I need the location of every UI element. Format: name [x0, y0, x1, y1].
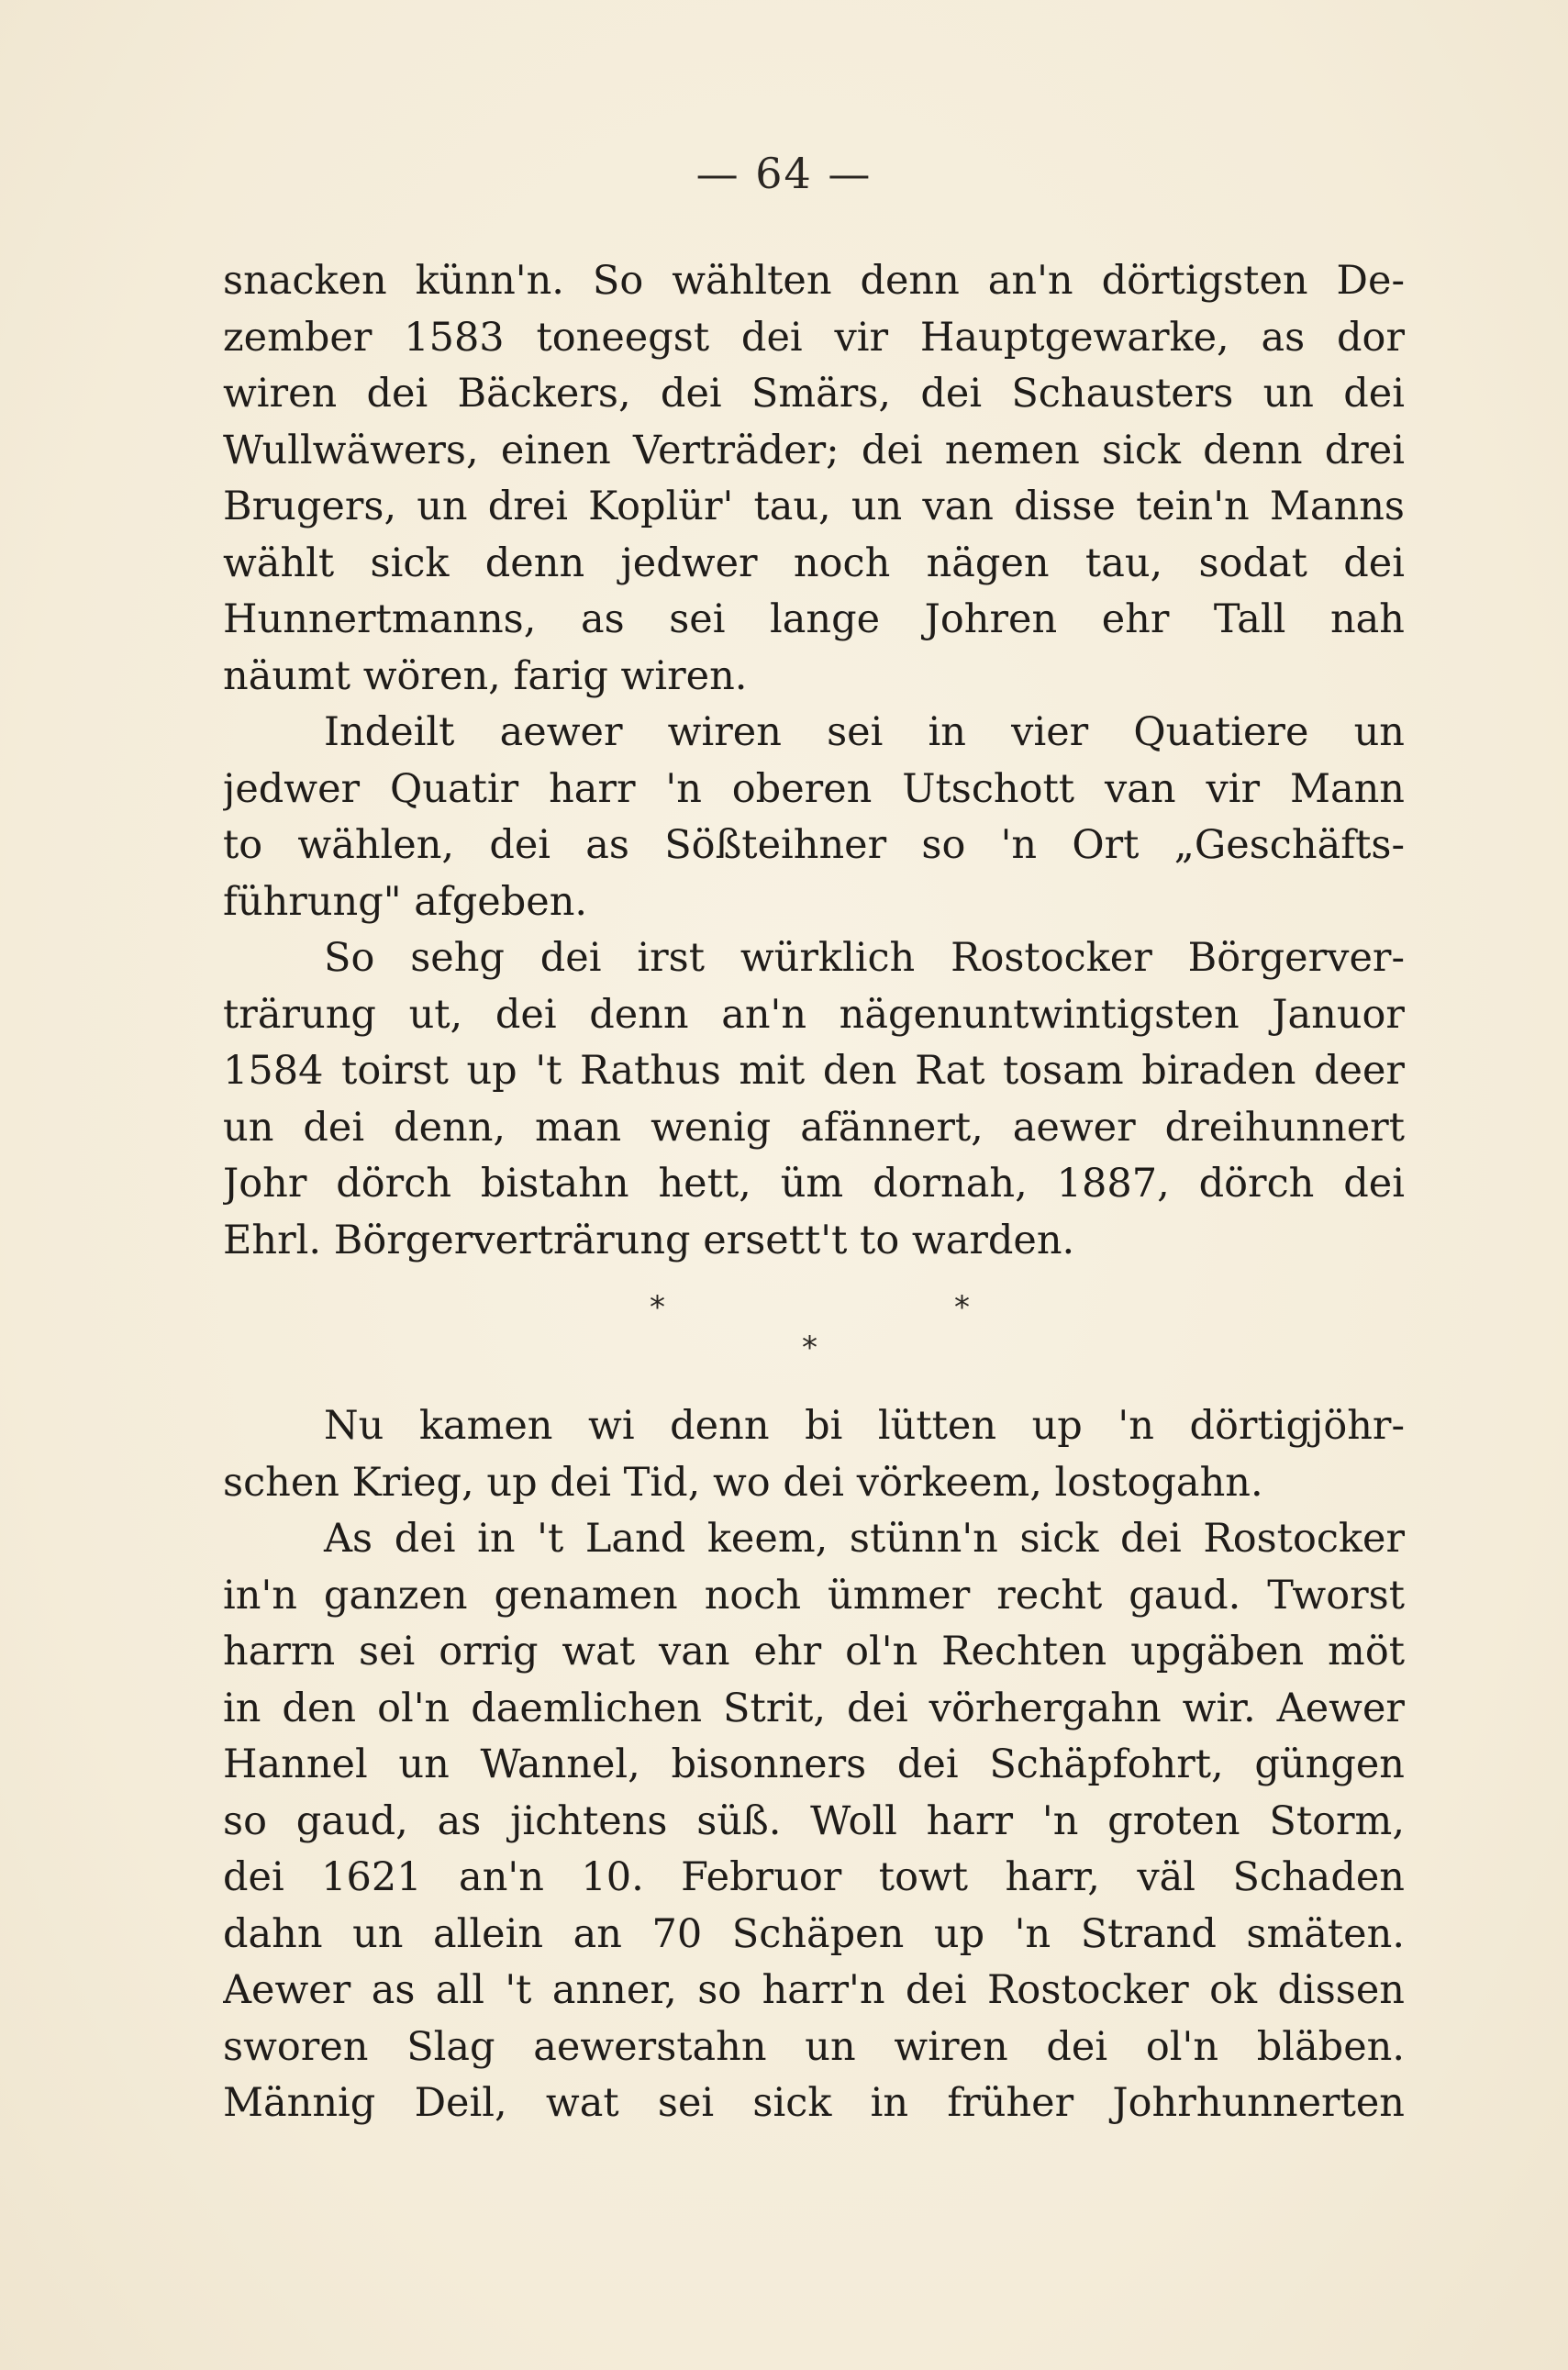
text-line: sworen Slag aewerstahn un wiren dei ol'n bläben. — [223, 2023, 1405, 2070]
text-line: 1584 toirst up 't Rathus mit den Rat tosam biraden deer — [223, 1048, 1405, 1094]
separator-star: * — [650, 1289, 665, 1326]
text-line: snacken künn'n. So wählten denn an'n dörtigsten De- — [223, 258, 1405, 304]
text-line: Johr dörch bistahn hett, üm dornah, 1887, dörch dei — [223, 1161, 1405, 1207]
text-line: Nu kamen wi denn bi lütten up 'n dörtigjöhr- — [324, 1403, 1405, 1449]
page-number: — 64 — — [695, 149, 873, 198]
text-line: näumt wören, farig wiren. — [223, 652, 748, 699]
text-line: in den ol'n daemlichen Strit, dei vörhergahn wir. Aewer — [223, 1685, 1405, 1731]
separator-star: * — [954, 1289, 970, 1326]
text-line: As dei in 't Land keem, stünn'n sick dei Rostocker — [324, 1516, 1405, 1562]
text-block-bottom — [223, 1398, 1405, 2132]
text-line: führung" afgeben. — [223, 878, 588, 925]
text-line: Indeilt aewer wiren sei in vier Quatiere un — [324, 709, 1405, 755]
text-line: Männig Deil, wat sei sick in früher Johrhunnerten — [223, 2080, 1405, 2126]
text-line: to wählen, dei as Sößteihner so 'n Ort „Geschäfts- — [223, 822, 1405, 868]
text-line: dei 1621 an'n 10. Februor towt harr, väl Schaden — [223, 1854, 1405, 1900]
text-line: Hunnertmanns, as sei lange Johren ehr Tall nah — [223, 596, 1405, 642]
text-line: schen Krieg, up dei Tid, wo dei vörkeem, lostogahn. — [223, 1459, 1263, 1506]
text-line: Hannel un Wannel, bisonners dei Schäpfohrt, güngen — [223, 1741, 1405, 1787]
text-line: wiren dei Bäckers, dei Smärs, dei Schausters un dei — [223, 371, 1405, 417]
text-line: jedwer Quatir harr 'n oberen Utschott van vir Mann — [223, 765, 1405, 812]
separator-star: * — [802, 1330, 817, 1366]
text-line: zember 1583 toneegst dei vir Hauptgewarke, as dor — [223, 314, 1405, 361]
text-line: un dei denn, man wenig afännert, aewer dreihunnert — [223, 1104, 1405, 1151]
text-block-top — [223, 253, 1405, 1269]
text-line: wählt sick denn jedwer noch nägen tau, sodat dei — [223, 540, 1405, 586]
text-line: trärung ut, dei denn an'n nägenuntwintigsten Januor — [223, 991, 1405, 1038]
text-line: Brugers, un drei Koplür' tau, un van disse tein'n Manns — [223, 484, 1405, 529]
text-line: So sehg dei irst würklich Rostocker Börgerver- — [324, 935, 1405, 981]
text-line: Aewer as all 't anner, so harr'n dei Rostocker ok dissen — [223, 1967, 1405, 2013]
text-line: Ehrl. Börgerverträrung ersett't to warden. — [223, 1217, 1075, 1263]
text-line: so gaud, as jichtens süß. Woll harr 'n groten Storm, — [223, 1797, 1405, 1844]
text-line: Wullwäwers, einen Verträder; dei nemen sick denn drei — [223, 427, 1405, 473]
text-line: in'n ganzen genamen noch ümmer recht gaud. Tworst — [223, 1572, 1405, 1619]
text-line: harrn sei orrig wat van ehr ol'n Rechten upgäben möt — [223, 1629, 1405, 1675]
text-line: dahn un allein an 70 Schäpen up 'n Strand smäten. — [223, 1910, 1405, 1957]
section-separator — [0, 1275, 1568, 1385]
